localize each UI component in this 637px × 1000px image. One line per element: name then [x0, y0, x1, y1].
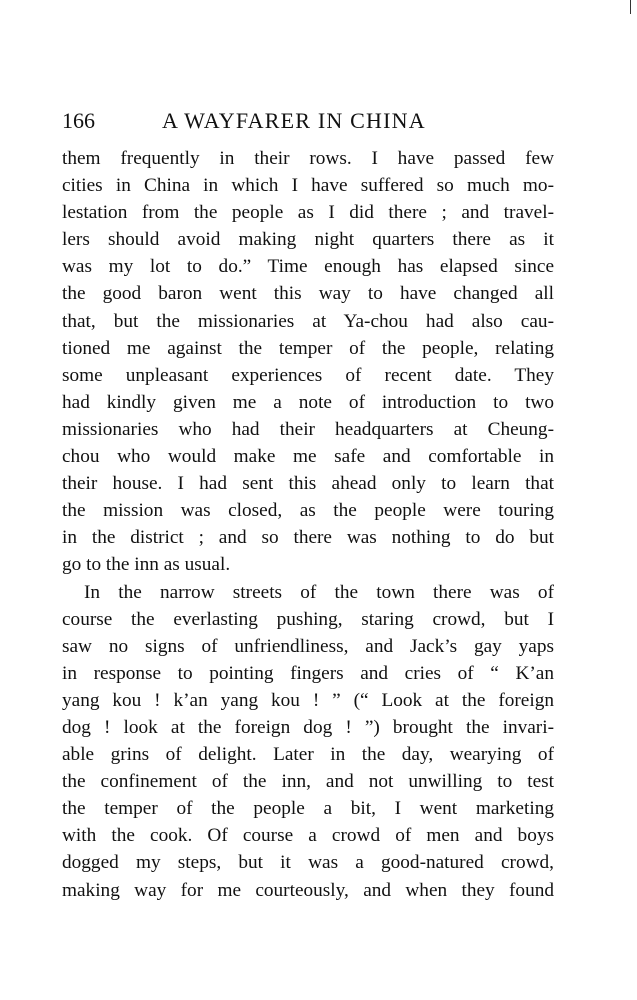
- text-line: some unpleasant experiences of recent date. They: [62, 364, 554, 386]
- text-line: making way for me courteously, and when they found: [62, 879, 554, 901]
- text-line: the good baron went this way to have changed all: [62, 283, 554, 305]
- text-line: the confinement of the inn, and not unwilling to test: [62, 771, 554, 793]
- text-line: that, but the missionaries at Ya-chou had also cau-: [62, 310, 554, 332]
- text-line: saw no signs of unfriendliness, and Jack’s gay yaps: [62, 635, 554, 657]
- text-line: in the district ; and so there was nothing to do but: [62, 527, 554, 549]
- text-line: tioned me against the temper of the people, relating: [62, 337, 554, 359]
- text-line: them frequently in their rows. I have passed few: [62, 148, 554, 169]
- text-line: able grins of delight. Later in the day, wearying of: [62, 744, 554, 766]
- text-line: dogged my steps, but it was a good-natured crowd,: [62, 852, 554, 874]
- page-header: [62, 106, 554, 136]
- text-line: chou who would make me safe and comfortable in: [62, 446, 554, 468]
- text-line: course the everlasting pushing, staring crowd, but I: [62, 608, 554, 630]
- text-line: the temper of the people a bit, I went marketing: [62, 798, 554, 820]
- paragraph-start-line: In the narrow streets of the town there was of: [84, 581, 554, 603]
- text-line: had kindly given me a note of introduction to two: [62, 391, 554, 413]
- text-line: yang kou ! k’an yang kou ! ” (“ Look at the foreign: [62, 689, 554, 711]
- text-line: their house. I had sent this ahead only to learn that: [62, 473, 554, 495]
- text-line: dog ! look at the foreign dog ! ”) brought the invari-: [62, 716, 554, 738]
- paragraph-end-line: go to the inn as usual.: [62, 554, 231, 576]
- text-line: cities in China in which I have suffered so much mo-: [62, 175, 554, 197]
- text-line: with the cook. Of course a crowd of men and boys: [62, 825, 554, 847]
- text-line: the mission was closed, as the people were touring: [62, 500, 554, 522]
- text-line: missionaries who had their headquarters at Cheung-: [62, 418, 554, 440]
- text-line: was my lot to do.” Time enough has elapsed since: [62, 256, 554, 278]
- text-line: in response to pointing fingers and cries of “ K’an: [62, 662, 554, 684]
- text-line: lers should avoid making night quarters there as it: [62, 229, 554, 251]
- page-number: 166: [62, 108, 95, 133]
- text-line: lestation from the people as I did there ; and travel-: [62, 202, 554, 224]
- edge-mark: [630, 0, 631, 14]
- body-text: [62, 145, 554, 904]
- running-title: A WAYFARER IN CHINA: [162, 108, 426, 133]
